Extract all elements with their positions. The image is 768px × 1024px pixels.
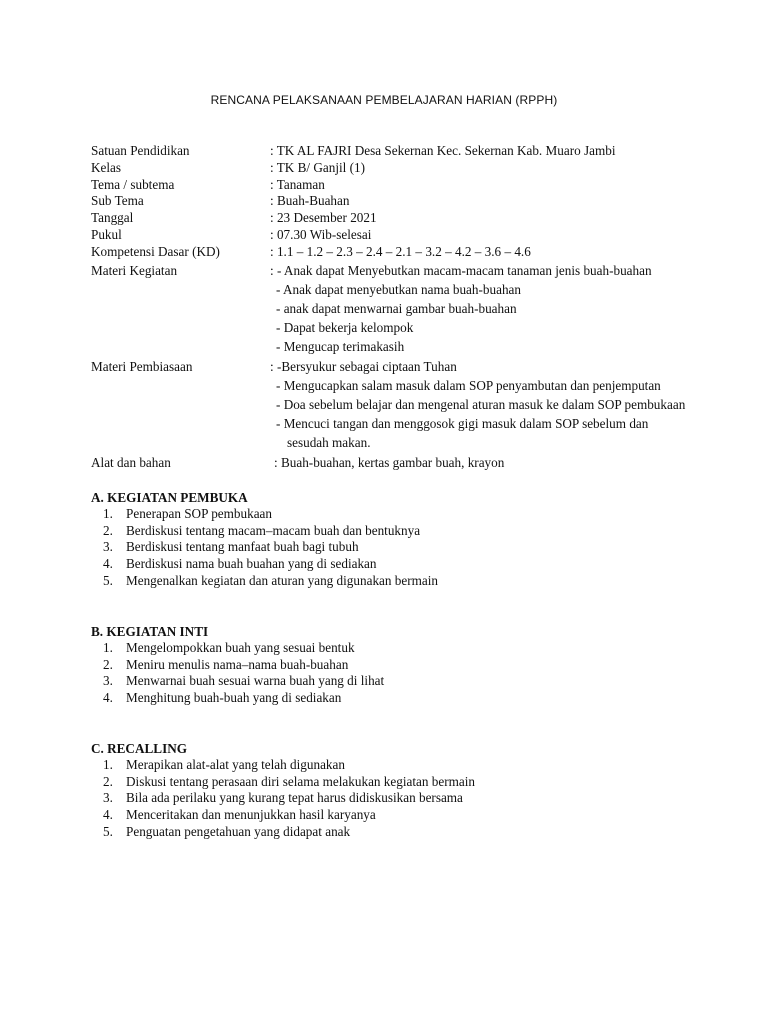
info-value: : 23 Desember 2021 — [270, 210, 377, 226]
item-number: 3. — [103, 673, 113, 689]
identity-block — [91, 143, 751, 472]
list-item — [91, 573, 751, 590]
info-label: Satuan Pendidikan — [91, 143, 190, 158]
item-text: Menghitung buah-buah yang di sediakan — [126, 690, 342, 706]
list-item — [91, 640, 751, 657]
info-row-tanggal — [91, 210, 751, 227]
item-number: 3. — [103, 539, 113, 555]
info-row-satuan — [91, 143, 751, 160]
list-item: - Mencuci tangan dan menggosok gigi masuk dalam SOP sebelum dan — [276, 416, 649, 432]
item-number: 1. — [103, 640, 113, 655]
list-item — [91, 824, 751, 841]
item-number: 3. — [103, 790, 113, 806]
numbered-list — [91, 506, 751, 590]
item-text: Penguatan pengetahuan yang didapat anak — [126, 823, 351, 839]
list-item — [91, 757, 751, 774]
materi-kegiatan-list — [91, 280, 751, 357]
list-item — [91, 807, 751, 824]
info-label: Tanggal — [91, 210, 134, 226]
item-number: 2. — [103, 656, 113, 672]
item-number: 1. — [103, 757, 113, 772]
item-text: Berdiskusi nama buah buahan yang di sediakan — [126, 556, 377, 572]
item-text: Berdiskusi tentang manfaat buah bagi tubuh — [126, 539, 359, 555]
list-item: - Dapat bekerja kelompok — [276, 320, 414, 336]
info-row-kelas — [91, 160, 751, 177]
item-number: 5. — [103, 572, 113, 588]
section-heading: C. RECALLING — [91, 741, 187, 756]
document-title: RENCANA PELAKSANAAN PEMBELAJARAN HARIAN (RPPH) — [210, 93, 558, 107]
item-text: Meniru menulis nama–nama buah-buahan — [126, 656, 349, 672]
item-text: Berdiskusi tentang macam–macam buah dan bentuknya — [126, 522, 421, 538]
numbered-list — [91, 640, 751, 707]
item-number: 1. — [103, 506, 113, 521]
materi-pembiasaan-row — [91, 357, 751, 376]
info-row-tema — [91, 177, 751, 194]
alat-bahan-label: Alat dan bahan — [91, 454, 171, 470]
section-kegiatan-pembuka — [91, 489, 751, 590]
info-value: : TK AL FAJRI Desa Sekernan Kec. Sekernan Kab. Muaro Jambi — [270, 143, 616, 158]
section-kegiatan-inti — [91, 623, 751, 707]
section-recalling — [91, 740, 751, 841]
item-number: 5. — [103, 823, 113, 839]
item-number: 4. — [103, 556, 113, 572]
item-text: Mengelompokkan buah yang sesuai bentuk — [126, 640, 355, 655]
item-text: Menceritakan dan menunjukkan hasil karyanya — [126, 807, 376, 823]
info-label: Kelas — [91, 159, 122, 175]
materi-pembiasaan-list — [91, 376, 751, 453]
info-row-pukul — [91, 227, 751, 244]
list-item: - Mengucap terimakasih — [276, 339, 405, 355]
info-value: : TK B/ Ganjil (1) — [270, 159, 365, 175]
info-value: : Tanaman — [270, 176, 325, 192]
info-value: : 07.30 Wib-selesai — [270, 226, 372, 242]
alat-bahan-value: : Buah-buahan, kertas gambar buah, krayon — [274, 454, 505, 470]
alat-bahan-row — [91, 453, 751, 472]
info-value: : Buah-Buahan — [270, 193, 350, 209]
info-label: Tema / subtema — [91, 176, 175, 192]
item-text: Bila ada perilaku yang kurang tepat harus didiskusikan bersama — [126, 790, 463, 806]
list-item — [91, 774, 751, 791]
section-heading: A. KEGIATAN PEMBUKA — [91, 490, 248, 505]
materi-pembiasaan-label: Materi Pembiasaan — [91, 358, 193, 374]
list-item — [91, 790, 751, 807]
item-number: 2. — [103, 522, 113, 538]
list-item: - Anak dapat menyebutkan nama buah-buahan — [276, 281, 521, 297]
item-text: Menwarnai buah sesuai warna buah yang di lihat — [126, 673, 385, 689]
materi-pembiasaan-first: : -Bersyukur sebagai ciptaan Tuhan — [270, 358, 457, 374]
list-item: - Mengucapkan salam masuk dalam SOP penyambutan dan penjemputan — [276, 377, 661, 393]
list-item — [91, 556, 751, 573]
item-text: Merapikan alat-alat yang telah digunakan — [126, 757, 345, 772]
item-text: Diskusi tentang perasaan diri selama melakukan kegiatan bermain — [126, 773, 475, 789]
list-item — [91, 657, 751, 674]
materi-kegiatan-row — [91, 261, 751, 280]
item-number: 4. — [103, 690, 113, 706]
item-number: 2. — [103, 773, 113, 789]
list-item — [91, 523, 751, 540]
list-item — [91, 690, 751, 707]
info-label: Sub Tema — [91, 193, 144, 209]
materi-kegiatan-first: : - Anak dapat Menyebutkan macam-macam tanaman jenis buah-buahan — [270, 262, 652, 278]
item-text: Mengenalkan kegiatan dan aturan yang digunakan bermain — [126, 572, 438, 588]
item-text: Penerapan SOP pembukaan — [126, 506, 273, 521]
list-item: - Doa sebelum belajar dan mengenal aturan masuk ke dalam SOP pembukaan — [276, 396, 686, 412]
item-number: 4. — [103, 807, 113, 823]
list-item-continuation: sesudah makan. — [287, 435, 371, 451]
info-row-kd — [91, 244, 751, 261]
list-item — [91, 539, 751, 556]
section-heading: B. KEGIATAN INTI — [91, 624, 209, 639]
materi-kegiatan-label: Materi Kegiatan — [91, 262, 178, 278]
info-label: Pukul — [91, 226, 122, 242]
list-item — [91, 506, 751, 523]
info-value: : 1.1 – 1.2 – 2.3 – 2.4 – 2.1 – 3.2 – 4.2 – 3.6 – 4.6 — [270, 243, 531, 259]
numbered-list — [91, 757, 751, 841]
list-item — [91, 673, 751, 690]
info-label: Kompetensi Dasar (KD) — [91, 243, 220, 259]
list-item: - anak dapat menwarnai gambar buah-buahan — [276, 300, 517, 316]
info-row-subtema — [91, 193, 751, 210]
